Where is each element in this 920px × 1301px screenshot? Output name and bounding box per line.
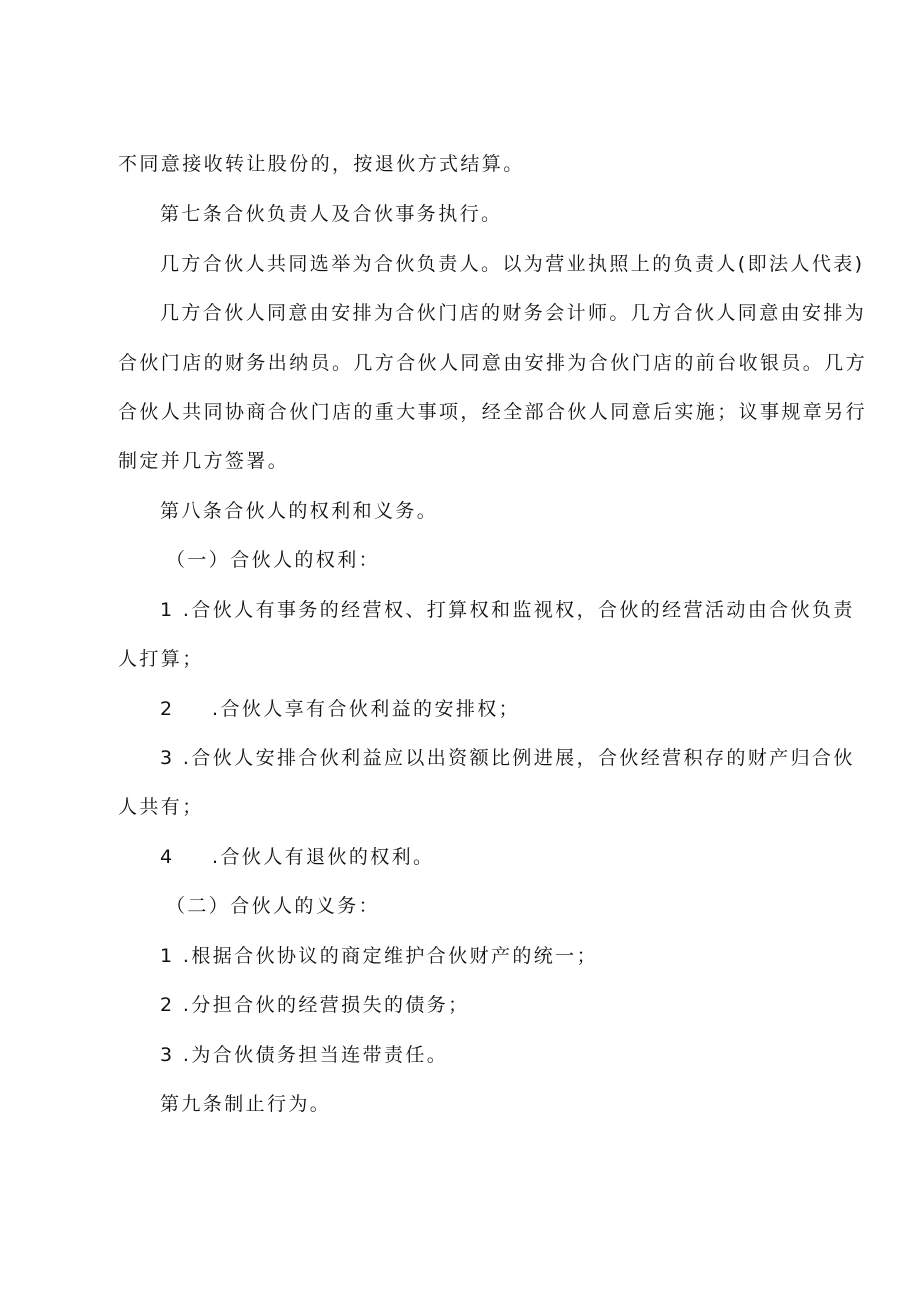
list-text: .合伙人享有合伙利益的安排权； [212, 698, 521, 720]
list-item [160, 845, 860, 869]
paragraph-line: 不同意接收转让股份的，按退伙方式结算。 [118, 153, 525, 175]
article-8-heading: 第八条合伙人的权利和义务。 [160, 500, 439, 522]
paragraph-line: 几方合伙人同意由安排为合伙门店的财务会计师。几方合伙人同意由安排为 [160, 302, 867, 324]
section-duties-heading: （二）合伙人的义务： [166, 895, 381, 917]
list-item: 2 .分担合伙的经营损失的债务； [160, 994, 470, 1016]
paragraph-line: 人共有； [118, 796, 204, 818]
section-rights-heading: （一）合伙人的权利： [166, 549, 381, 571]
list-number: 2 [160, 698, 175, 720]
paragraph-line: 合伙人共同协商合伙门店的重大事项，经全部合伙人同意后实施；议事规章另行 [118, 401, 868, 423]
list-item: 1 .合伙人有事务的经营权、打算权和监视权，合伙的经营活动由合伙负责 [160, 599, 855, 621]
paragraph-line: 几方合伙人共同选举为合伙负责人。以为营业执照上的负责人(即法人代表) [160, 253, 865, 275]
list-item: 1 .根据合伙协议的商定维护合伙财产的统一； [160, 945, 598, 967]
paragraph-line: 制定并几方签署。 [118, 450, 290, 472]
list-text: .合伙人有退伙的权利。 [212, 846, 435, 868]
list-item: 3 .合伙人安排合伙利益应以出资额比例进展，合伙经营积存的财产归合伙 [160, 747, 855, 769]
list-item [160, 697, 860, 721]
paragraph-line: 合伙门店的财务出纳员。几方合伙人同意由安排为合伙门店的前台收银员。几方 [118, 352, 868, 374]
paragraph-line: 人打算； [118, 648, 204, 670]
list-item: 3 .为合伙债务担当连带责任。 [160, 1044, 449, 1066]
article-9-heading: 第九条制止行为。 [160, 1093, 332, 1115]
list-number: 4 [160, 846, 175, 868]
article-7-heading: 第七条合伙负责人及合伙事务执行。 [160, 203, 503, 225]
